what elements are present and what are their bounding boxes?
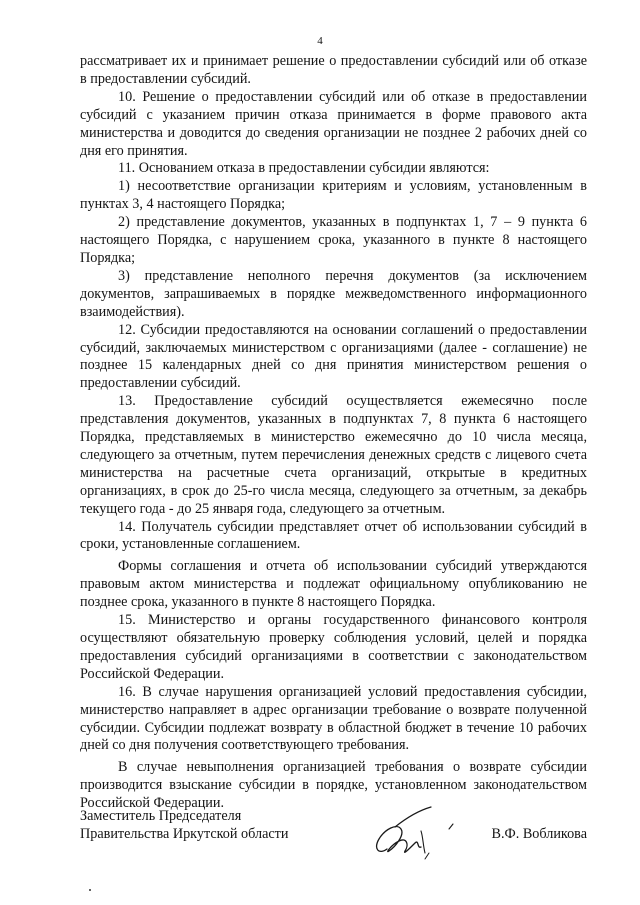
paragraph-item-16: 16. В случае нарушения организацией условий предоставления субсидии, министерство направляет в адрес организации требование о возврате полученной субсидии. Субсидии подлежат возврату в областной бюджет в течение 10 рабочих дней со дня получения соответствующего требования. bbox=[80, 683, 587, 754]
paragraph-item-10: 10. Решение о предоставлении субсидий или об отказе в предоставлении субсидий с указанием причин отказа принимается в форме правового акта министерства и доводится до сведения организации не позднее 2 рабочих дней со дня его принятия. bbox=[80, 88, 587, 159]
paragraph-subitem-1: 1) несоответствие организации критериям и условиям, установленным в пунктах 3, 4 настоящего Порядка; bbox=[80, 178, 587, 213]
paragraph-subitem-3: 3) представление неполного перечня документов (за исключением документов, запрашиваемых в порядке межведомственного информационного взаимодействия). bbox=[80, 267, 587, 320]
scan-artifact-dot bbox=[89, 889, 91, 891]
paragraph-item-15: 15. Министерство и органы государственного финансового контроля осуществляют обязательную проверку соблюдения условий, целей и порядка предоставления субсидий организациями в соответствии с законодательством Российской Федерации. bbox=[80, 612, 587, 682]
paragraph-item-11: 11. Основанием отказа в предоставлении субсидии являются: bbox=[118, 160, 490, 177]
signatory-name: В.Ф. Вобликова bbox=[491, 826, 587, 842]
paragraph-continuation: рассматривает их и принимает решение о предоставлении субсидий или об отказе в предоставлении субсидий. bbox=[80, 53, 587, 87]
paragraph-subitem-2: 2) представление документов, указанных в подпунктах 1, 7 – 9 пункта 6 настоящего Порядка, с нарушением срока, указанного в пункте 8 настоящего Порядка; bbox=[80, 214, 587, 266]
paragraph-item-13: 13. Предоставление субсидий осуществляется ежемесячно после представления документов, указанных в подпунктах 7, 8 пункта 6 настоящего Порядка, представляемых в министерство ежемесячно до 10 числа месяца, следующего за отчетным, путем перечисления денежных средств с лицевого счета министерства на расчетные счета организаций, открытые в кредитных организациях, в срок до 25-го числа месяца, следующего за отчетным, за декабрь текущего года - до 25 января года, следующего за отчетным. bbox=[80, 393, 587, 517]
signature-block bbox=[80, 808, 587, 868]
paragraph-item-14: 14. Получатель субсидии представляет отчет об использовании субсидий в сроки, установленные соглашением. bbox=[80, 518, 587, 553]
signatory-title-line1: Заместитель Председателя bbox=[80, 808, 242, 824]
paragraph-forms: Формы соглашения и отчета об использовании субсидий утверждаются правовым актом министерства и подлежат официальному опубликованию не позднее срока, указанного в пункте 8 настоящего Порядка. bbox=[80, 558, 587, 611]
page-number: 4 bbox=[317, 35, 323, 47]
signatory-title-line2: Правительства Иркутской области bbox=[80, 826, 289, 842]
paragraph-item-12: 12. Субсидии предоставляются на основании соглашений о предоставлении субсидий, заключаемых министерством с организациями (далее - соглашение) не позднее 15 календарных дней со дня принятия министерством решения о предоставлении субсидий. bbox=[80, 321, 587, 392]
document-body bbox=[80, 53, 587, 813]
paragraph-recovery: В случае невыполнения организацией требования о возврате субсидии производится взыскание субсидии в порядке, установленном законодательством Российской Федерации. bbox=[80, 759, 587, 812]
handwritten-signature bbox=[365, 805, 475, 865]
